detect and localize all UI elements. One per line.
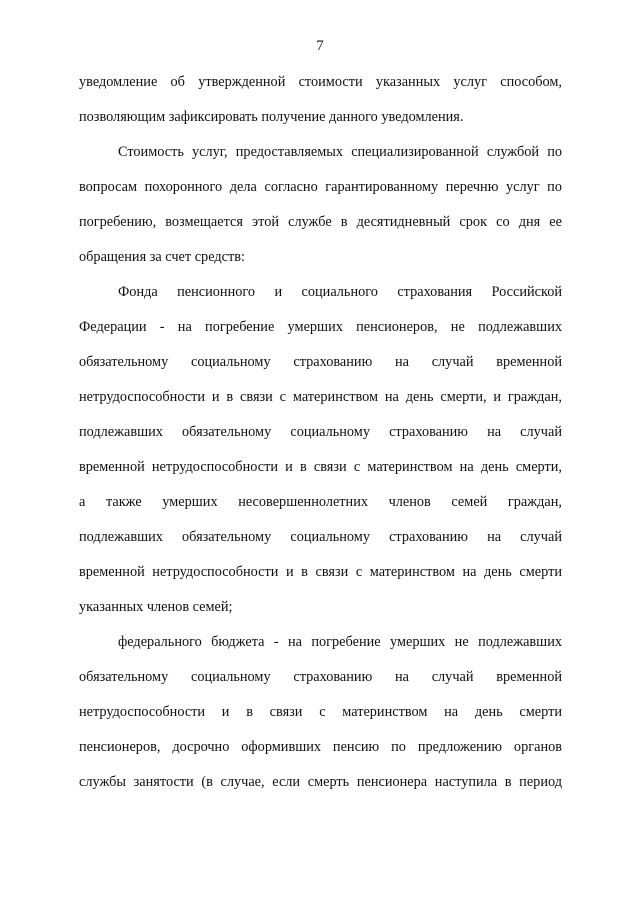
text-line: подлежавших обязательному социальному страхованию на случай [79,424,562,440]
page-number: 7 [316,38,324,54]
text-line: уведомление об утвержденной стоимости указанных услуг способом, [79,74,562,90]
text-line: обязательному социальному страхованию на случай временной [79,354,562,370]
text-line: службы занятости (в случае, если смерть пенсионера наступила в период [79,774,562,790]
text-line: Фонда пенсионного и социального страхования Российской [118,284,562,300]
text-line: Стоимость услуг, предоставляемых специализированной службой по [118,144,562,160]
text-line: указанных членов семей; [79,599,233,615]
text-line: вопросам похоронного дела согласно гарантированному перечню услуг по [79,179,562,195]
text-line: Федерации - на погребение умерших пенсионеров, не подлежавших [79,319,562,335]
text-line: позволяющим зафиксировать получение данного уведомления. [79,109,464,125]
text-line: обязательному социальному страхованию на случай временной [79,669,562,685]
text-line: нетрудоспособности и в связи с материнством на день смерти [79,704,562,720]
text-line: федерального бюджета - на погребение умерших не подлежавших [118,634,562,650]
text-line: подлежавших обязательному социальному страхованию на случай [79,529,562,545]
text-line: временной нетрудоспособности и в связи с материнством на день смерти [79,564,562,580]
text-line: нетрудоспособности и в связи с материнством на день смерти, и граждан, [79,389,562,405]
text-line: обращения за счет средств: [79,249,245,265]
text-line: погребению, возмещается этой службе в десятидневный срок со дня ее [79,214,562,230]
text-line: временной нетрудоспособности и в связи с материнством на день смерти, [79,459,562,475]
text-line: пенсионеров, досрочно оформивших пенсию по предложению органов [79,739,562,755]
text-line: а также умерших несовершеннолетних членов семей граждан, [79,494,562,510]
